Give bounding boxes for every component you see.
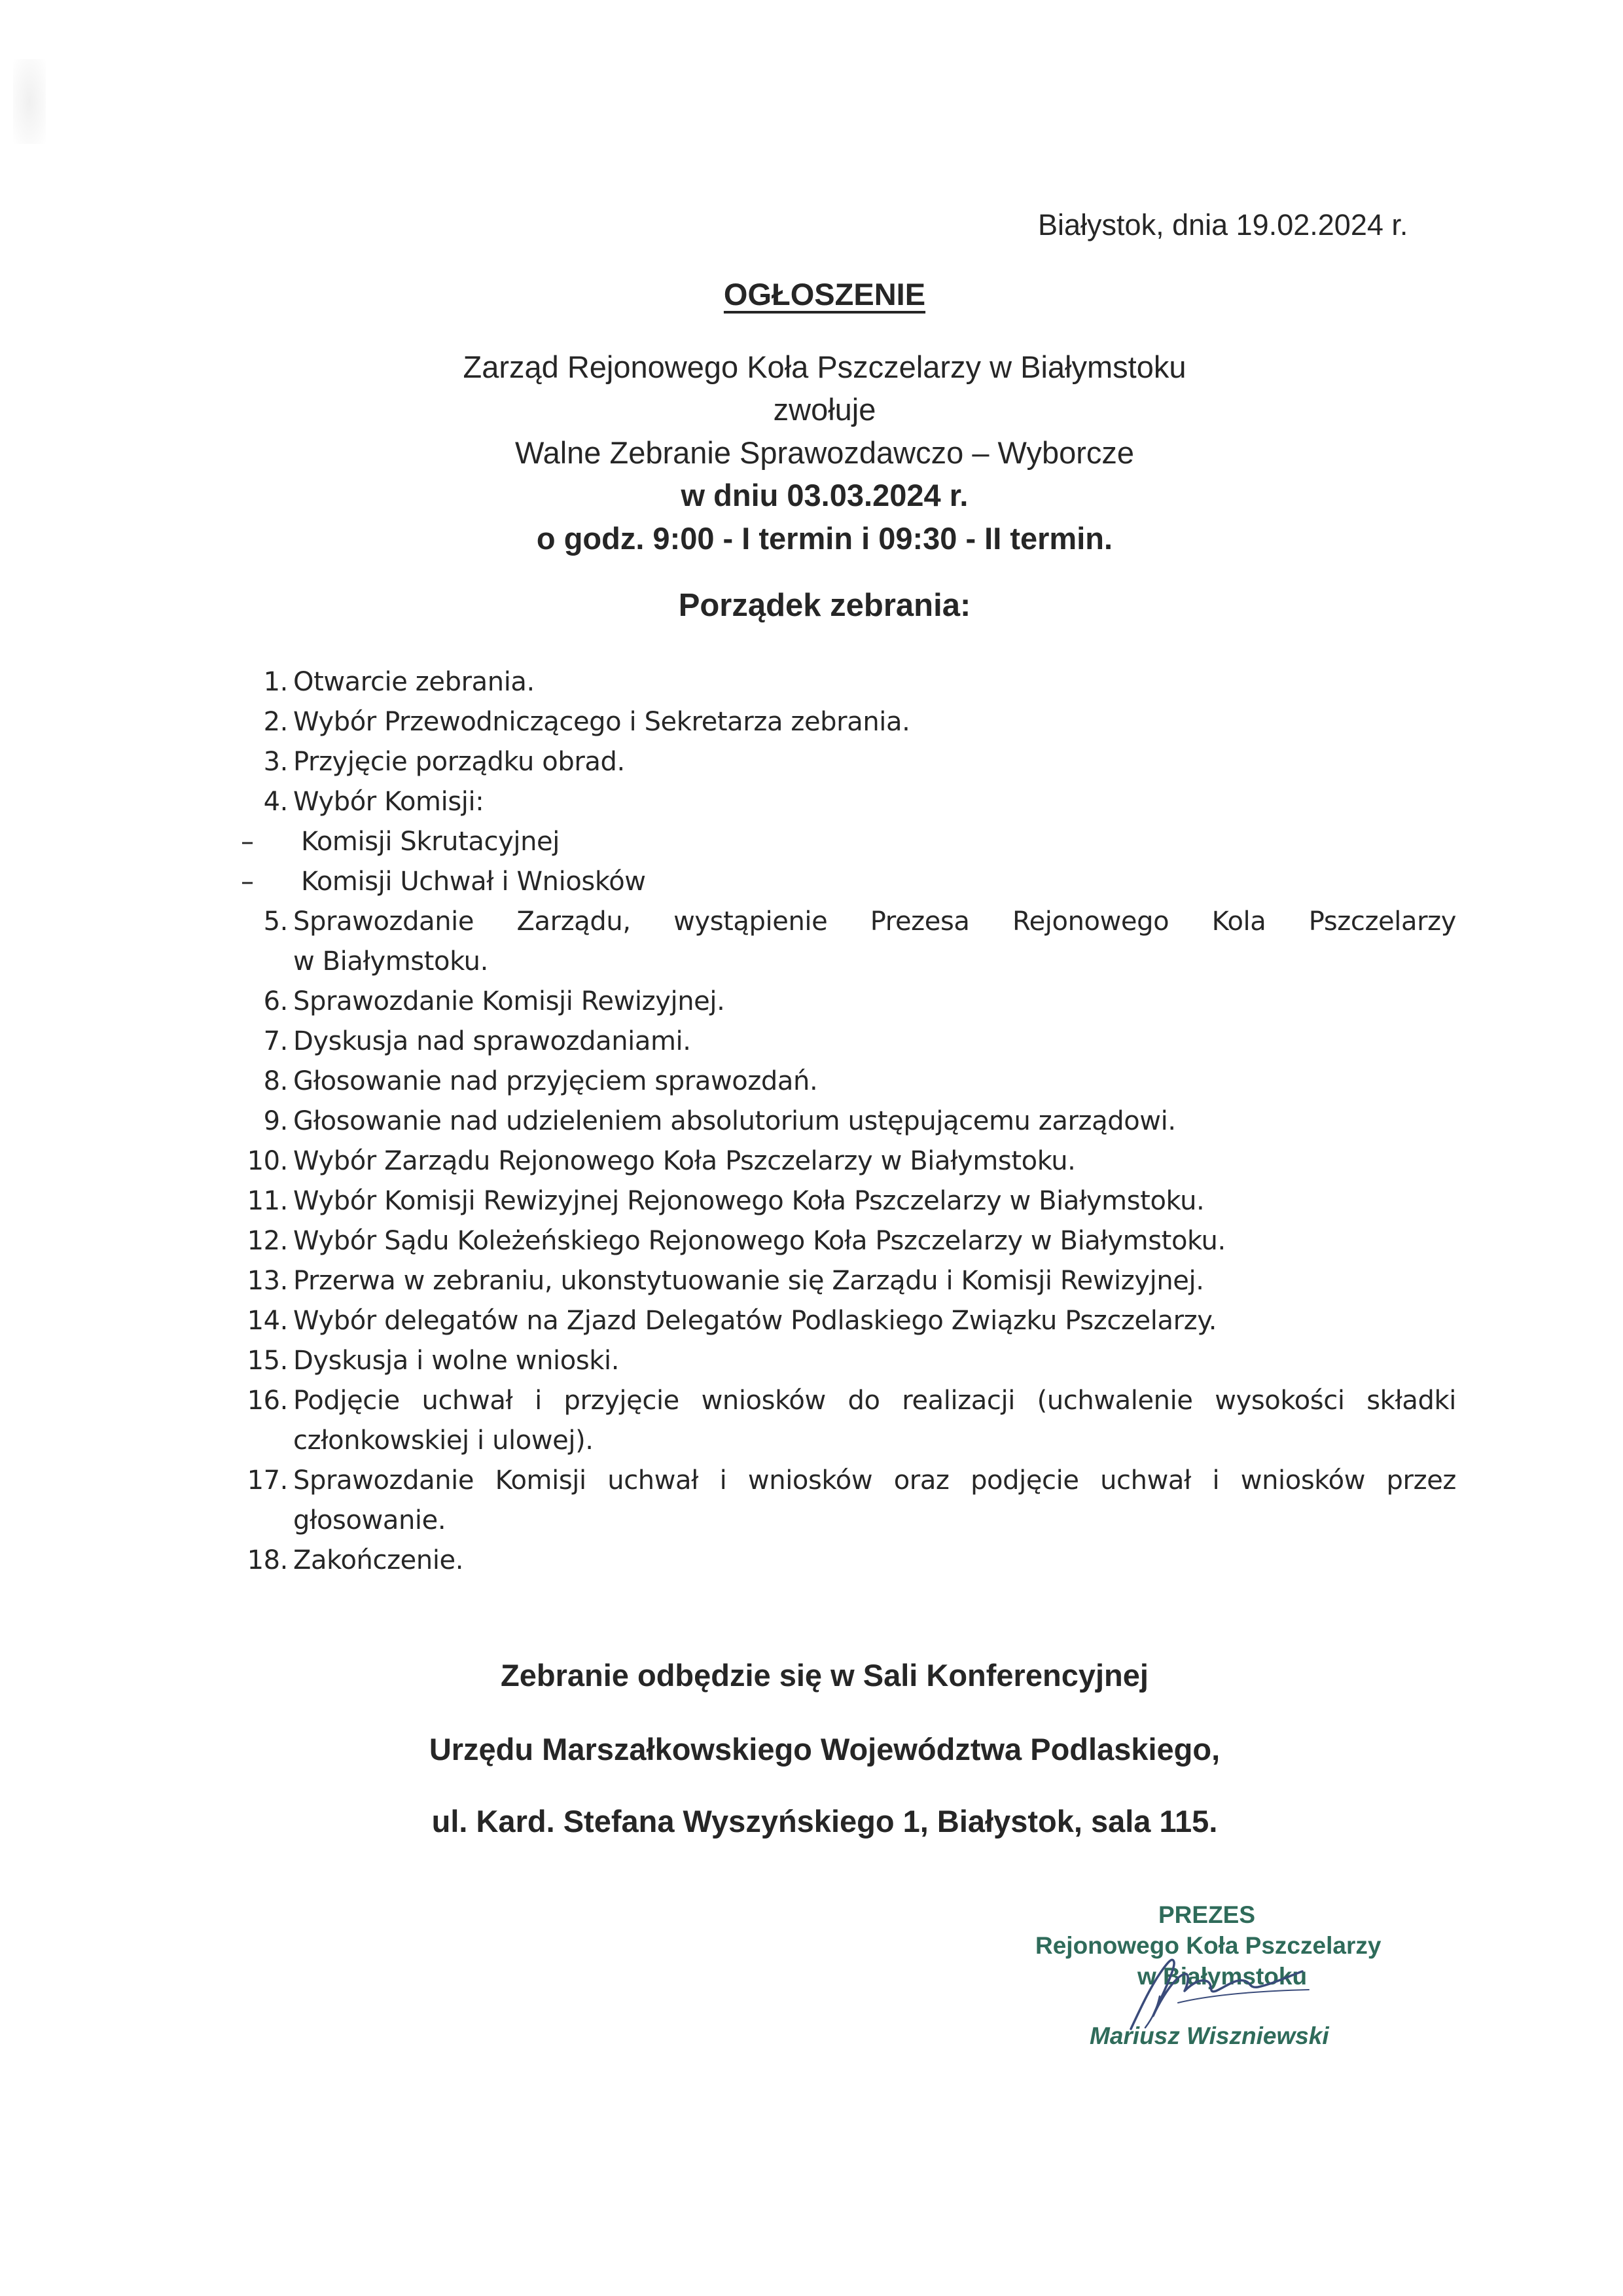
agenda-item [241, 1102, 1456, 1141]
intro-line-2: zwołuje [773, 392, 876, 427]
agenda-item-text-cont: głosowanie. [293, 1505, 446, 1535]
agenda-item [241, 1221, 1456, 1261]
agenda-item [241, 1381, 1456, 1461]
agenda-item-number: 15. [247, 1346, 288, 1376]
agenda-item [241, 1461, 1456, 1541]
agenda-item-number: 6. [263, 986, 288, 1016]
agenda-item-text: Dyskusja nad sprawozdaniami. [293, 1026, 691, 1056]
agenda-item-number: 13. [247, 1266, 288, 1296]
agenda-heading: Porządek zebrania: [678, 588, 971, 623]
agenda-item-number: 18. [247, 1545, 288, 1575]
agenda-item [241, 1301, 1456, 1341]
agenda-item-number: 4. [263, 787, 288, 817]
agenda-item-number: 7. [263, 1026, 288, 1056]
agenda-item-text: Przerwa w zebraniu, ukonstytuowanie się Zarządu i Komisji Rewizyjnej. [293, 1266, 1204, 1296]
agenda-item [241, 982, 1456, 1022]
meeting-date: w dniu 03.03.2024 r. [681, 478, 969, 512]
stamp-title: PREZES [1158, 1901, 1256, 1928]
agenda-dash: – [241, 827, 254, 857]
handwritten-signature [1080, 1931, 1355, 2049]
agenda-item-number: 2. [263, 707, 288, 737]
agenda-item [241, 902, 1456, 982]
agenda-item-text: Głosowanie nad przyjęciem sprawozdań. [293, 1066, 818, 1096]
agenda-item [241, 1062, 1456, 1102]
agenda-item [241, 1141, 1456, 1181]
agenda-item [241, 742, 1456, 782]
agenda-item-number: 11. [247, 1186, 288, 1216]
document-title-text: OGŁOSZENIE [723, 277, 926, 312]
document-title [0, 276, 1623, 312]
agenda-item-text: Głosowanie nad udzieleniem absolutorium ustępującemu zarządowi. [293, 1106, 1176, 1136]
agenda-item-number: 10. [247, 1146, 288, 1176]
agenda-item [241, 662, 1456, 702]
stamp-name: Mariusz Wiszniewski [1090, 2022, 1329, 2049]
agenda-item [241, 782, 1456, 822]
agenda-item [241, 702, 1456, 742]
agenda-item-text: Dyskusja i wolne wnioski. [293, 1346, 620, 1376]
agenda-item-text-cont: członkowskiej i ulowej). [293, 1426, 594, 1456]
stamp-city: w Białymstoku [1137, 1963, 1308, 1990]
agenda-subitem [241, 862, 1456, 902]
meeting-time: o godz. 9:00 - I termin i 09:30 - II termin. [536, 521, 1113, 556]
agenda-item-text: Przyjęcie porządku obrad. [293, 747, 625, 777]
venue-line-2: Urzędu Marszałkowskiego Województwa Podlaskiego, [429, 1732, 1221, 1767]
agenda-item-text: Podjęcie uchwał i przyjęcie wniosków do realizacji (uchwalenie wysokości składki [293, 1386, 1456, 1416]
agenda-item-number: 12. [247, 1226, 288, 1256]
agenda-item-text: Wybór Sądu Koleżeńskiego Rejonowego Koła Pszczelarzy w Białymstoku. [293, 1226, 1226, 1256]
agenda-item-text: Sprawozdanie Zarządu, wystąpienie Prezesa Rejonowego Kola Pszczelarzy [293, 906, 1456, 937]
agenda-item [241, 1341, 1456, 1381]
agenda-item-text: Wybór Komisji Rewizyjnej Rejonowego Koła Pszczelarzy w Białymstoku. [293, 1186, 1205, 1216]
agenda-item [241, 1261, 1456, 1301]
agenda-item [241, 1022, 1456, 1062]
agenda-item-text-cont: w Białymstoku. [293, 946, 488, 977]
agenda-subitem [241, 822, 1456, 862]
agenda-item-number: 1. [263, 667, 288, 697]
agenda-item-number: 17. [247, 1465, 288, 1496]
agenda-item [241, 1541, 1456, 1581]
document-date: Białystok, dnia 19.02.2024 r. [1038, 208, 1408, 242]
agenda-item-text: Zakończenie. [293, 1545, 464, 1575]
agenda-item-text: Sprawozdanie Komisji Rewizyjnej. [293, 986, 725, 1016]
agenda-item-number: 5. [263, 906, 288, 937]
intro-line-1: Zarząd Rejonowego Koła Pszczelarzy w Białymstoku [463, 350, 1186, 384]
agenda-item-number: 16. [247, 1386, 288, 1416]
scan-smudge [13, 59, 46, 144]
agenda-item-text: Sprawozdanie Komisji uchwał i wniosków oraz podjęcie uchwał i wniosków przez [293, 1465, 1456, 1496]
venue-line-1: Zebranie odbędzie się w Sali Konferencyjnej [501, 1658, 1149, 1693]
agenda-item-number: 3. [263, 747, 288, 777]
stamp-organization: Rejonowego Koła Pszczelarzy [1035, 1932, 1382, 1959]
agenda-item-number: 14. [247, 1306, 288, 1336]
agenda-item-text: Komisji Skrutacyjnej [301, 827, 560, 857]
agenda-item-text: Otwarcie zebrania. [293, 667, 535, 697]
agenda-item-text: Wybór Komisji: [293, 787, 484, 817]
venue-line-3: ul. Kard. Stefana Wyszyńskiego 1, Białystok, sala 115. [431, 1804, 1218, 1839]
agenda-item [241, 1181, 1456, 1221]
agenda-item-text: Wybór Przewodniczącego i Sekretarza zebrania. [293, 707, 910, 737]
agenda-list [241, 662, 1456, 1581]
agenda-dash: – [241, 867, 254, 897]
agenda-item-text: Wybór Zarządu Rejonowego Koła Pszczelarzy w Białymstoku. [293, 1146, 1076, 1176]
agenda-item-text: Wybór delegatów na Zjazd Delegatów Podlaskiego Związku Pszczelarzy. [293, 1306, 1217, 1336]
agenda-item-number: 9. [263, 1106, 288, 1136]
agenda-item-text: Komisji Uchwał i Wniosków [301, 867, 646, 897]
intro-line-3: Walne Zebranie Sprawozdawczo – Wyborcze [514, 435, 1135, 470]
agenda-item-number: 8. [263, 1066, 288, 1096]
